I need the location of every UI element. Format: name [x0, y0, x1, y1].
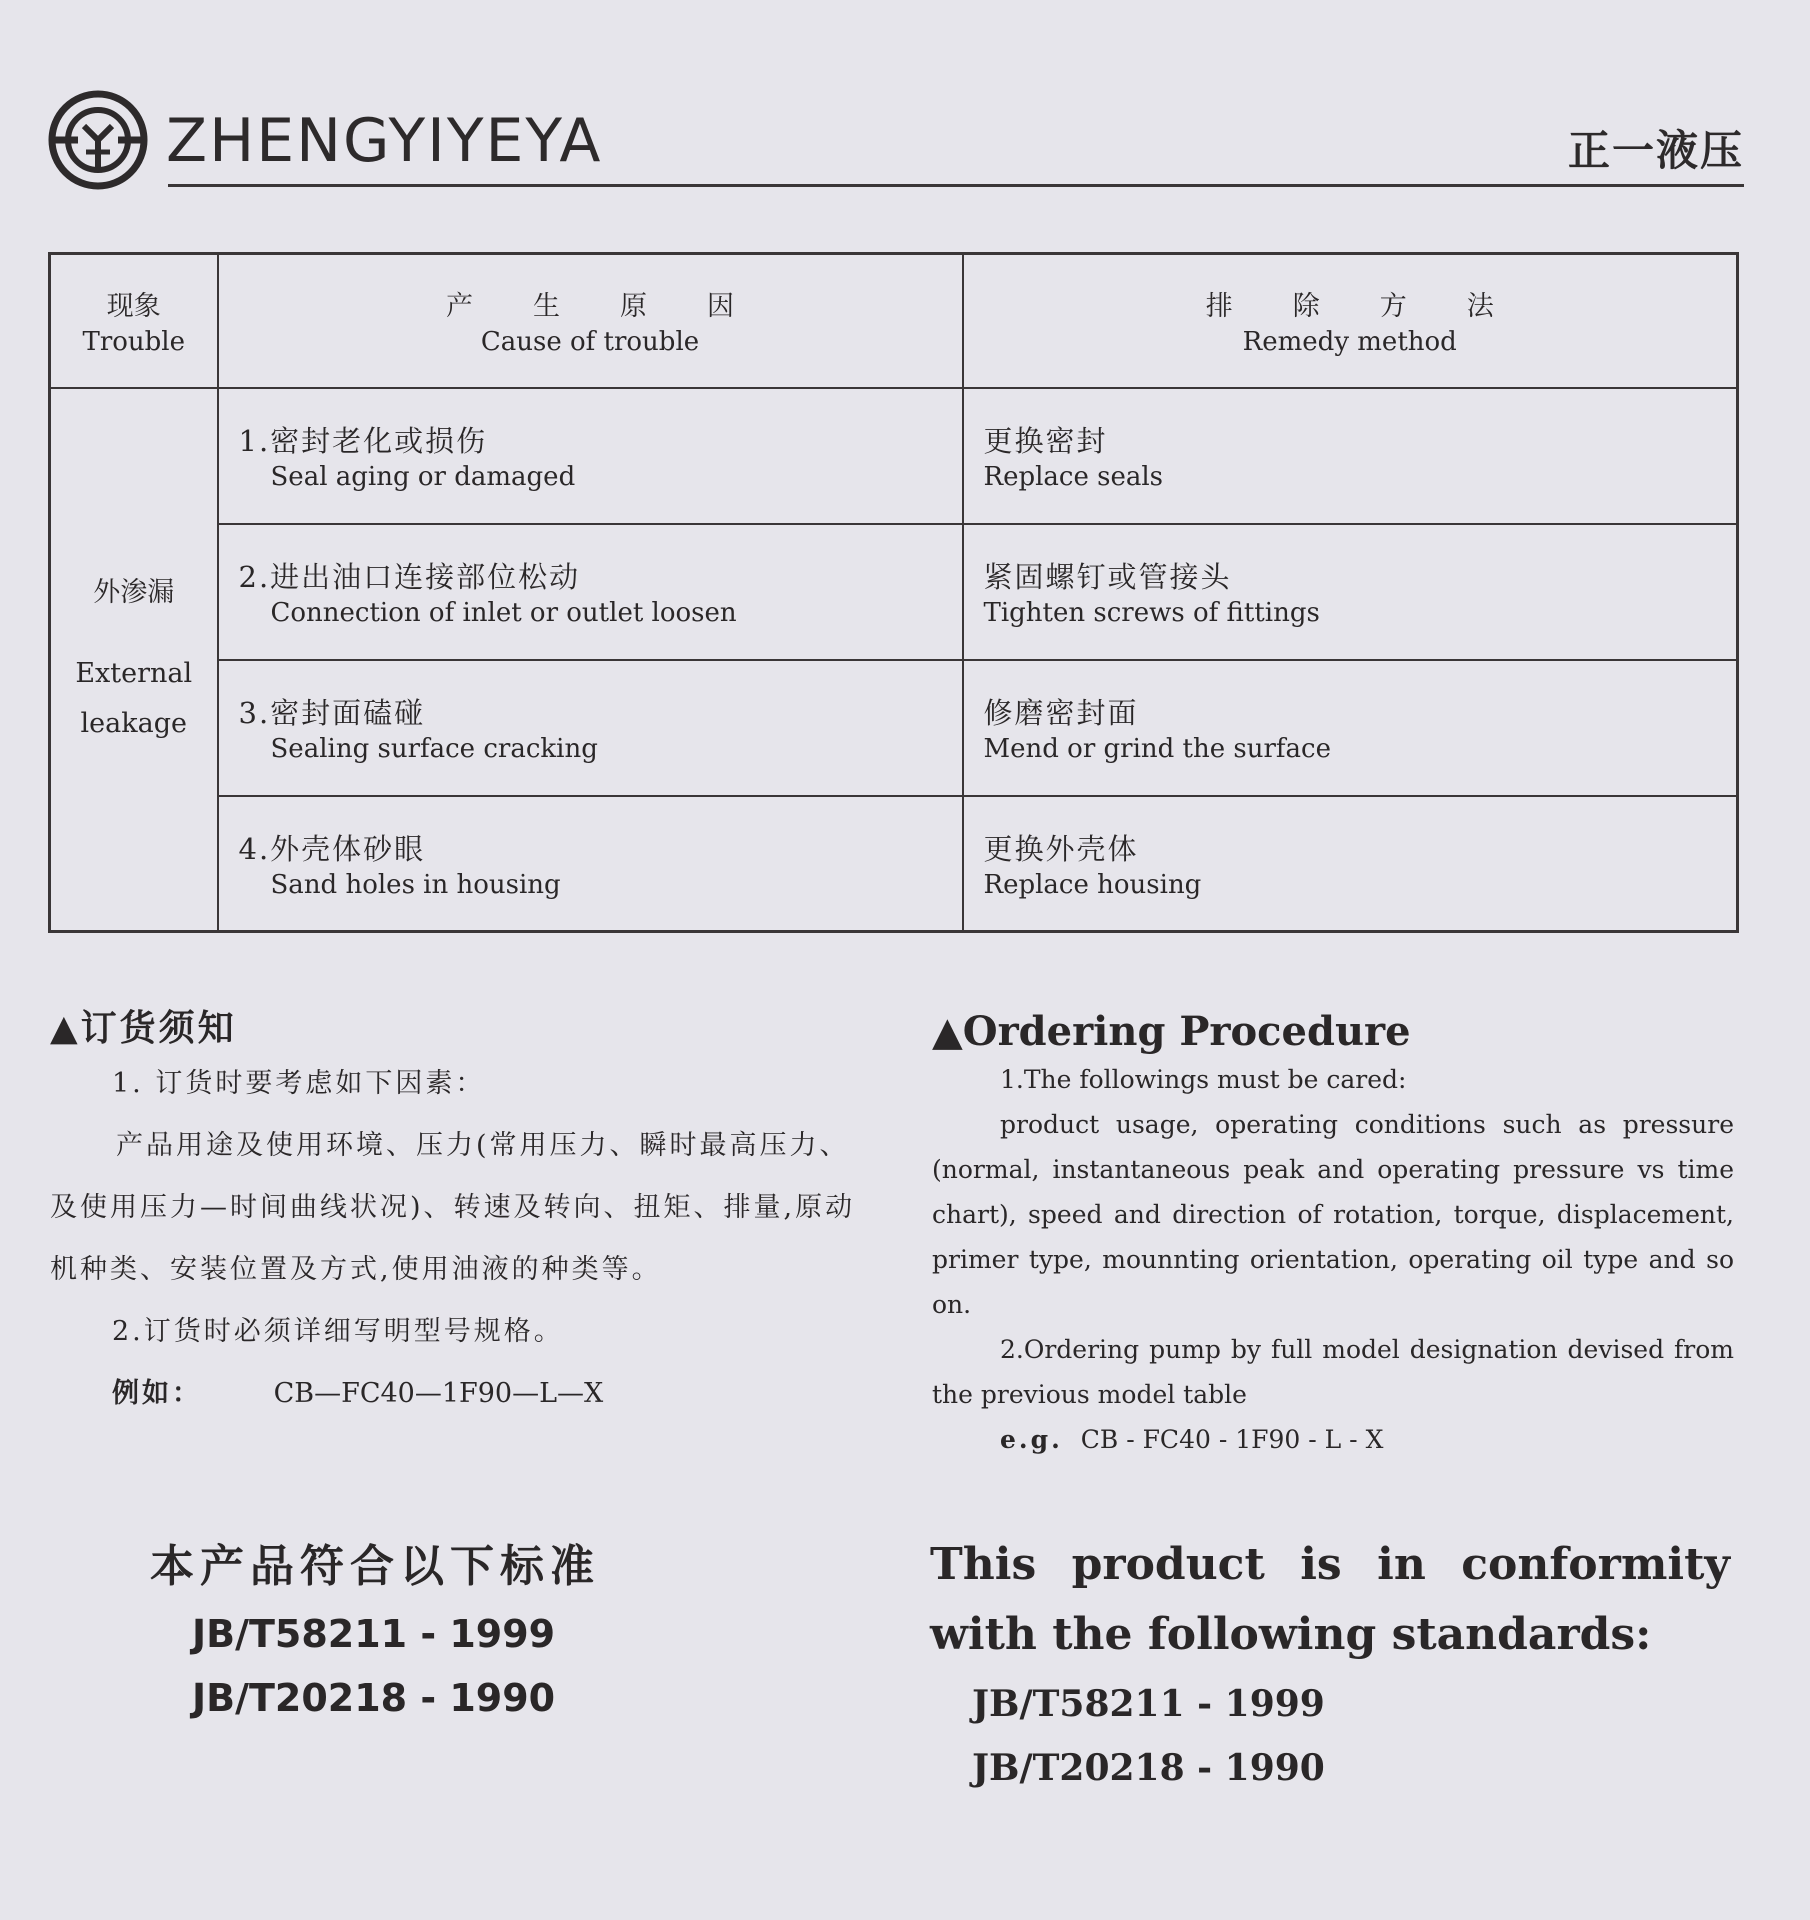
table-row — [50, 388, 1738, 524]
remedy-cell: 更换外壳体 Replace housing — [963, 796, 1738, 932]
header-cause: 产生原因 Cause of trouble — [218, 254, 963, 388]
remedy-cell: 更换密封 Replace seals — [963, 388, 1738, 524]
ordering-item2-cn: 2.订货时必须详细写明型号规格。 — [112, 1316, 564, 1347]
remedy-cell: 修磨密封面 Mend or grind the surface — [963, 660, 1738, 796]
ordering-title-cn: ▲订货须知 — [50, 1007, 237, 1049]
standard-item: JB/T20218 - 1990 — [972, 1747, 1325, 1789]
example-label-en: e.g. — [1000, 1425, 1063, 1454]
header-remedy: 排除方法 Remedy method — [963, 254, 1738, 388]
company-logo — [48, 90, 148, 190]
trouble-cell — [50, 388, 218, 932]
example-value-cn: CB—FC40—1F90—L—X — [273, 1378, 604, 1409]
trouble-en-line2: leakage — [80, 707, 187, 739]
cause-cell: 1.密封老化或损伤 Seal aging or damaged — [218, 388, 963, 524]
ordering-section-en — [932, 1008, 1734, 1462]
ordering-title-en: ▲Ordering Procedure — [932, 1008, 1411, 1055]
cause-cell: 3.密封面磕碰 Sealing surface cracking — [218, 660, 963, 796]
standard-item: JB/T58211 - 1999 — [972, 1683, 1325, 1725]
example-label-cn: 例如： — [112, 1378, 202, 1409]
standard-item: JB/T58211 - 1999 — [192, 1612, 556, 1656]
trouble-en-line1: External — [75, 657, 193, 689]
ordering-item1-cn: 1. 订货时要考虑如下因素： — [112, 1068, 486, 1099]
trouble-cn: 外渗漏 — [93, 576, 175, 608]
brand-name: ZHENGYIYEYA — [166, 106, 603, 176]
ordering-item1-en: 1.The followings must be cared: — [1000, 1065, 1407, 1094]
troubleshooting-table — [48, 252, 1739, 933]
standards-title-en: This product is in conformity with the following standards: — [930, 1539, 1730, 1660]
cause-cell: 2.进出油口连接部位松动 Connection of inlet or outlet loosen — [218, 524, 963, 660]
table-row — [50, 524, 1738, 660]
table-row — [50, 796, 1738, 932]
standards-section-cn — [150, 1530, 790, 1730]
ordering-item2-en: 2.Ordering pump by full model designation devised from the previous model table — [932, 1335, 1734, 1409]
ordering-paragraph-cn: 产品用途及使用环境、压力(常用压力、瞬时最高压力、及使用压力—时间曲线状况)、转速及转向、扭矩、排量,原动机种类、安装位置及方式,使用油液的种类等。 — [50, 1130, 856, 1285]
header-rule — [168, 184, 1744, 187]
remedy-cell: 紧固螺钉或管接头 Tighten screws of fittings — [963, 524, 1738, 660]
standards-section-en — [930, 1530, 1730, 1800]
ordering-section-cn — [50, 1000, 860, 1425]
ordering-paragraph-en: product usage, operating conditions such as pressure (normal, instantaneous peak and operating pressure vs time chart), speed and direction of rotation, torque, displacement, primer type, mounnting orientation, operating oil type and so on. — [932, 1110, 1734, 1319]
brand-name-chinese: 正一液压 — [1567, 126, 1744, 175]
cause-cell: 4.外壳体砂眼 Sand holes in housing — [218, 796, 963, 932]
table-header-row — [50, 254, 1738, 388]
example-value-en: CB - FC40 - 1F90 - L - X — [1080, 1425, 1384, 1454]
standard-item: JB/T20218 - 1990 — [192, 1676, 556, 1720]
header-trouble: 现象 Trouble — [50, 254, 218, 388]
table-row — [50, 660, 1738, 796]
ordering-example-en — [932, 1417, 1734, 1462]
standards-title-cn: 本产品符合以下标准 — [150, 1541, 600, 1592]
ordering-example-cn — [50, 1363, 860, 1425]
page-header — [48, 88, 1744, 198]
